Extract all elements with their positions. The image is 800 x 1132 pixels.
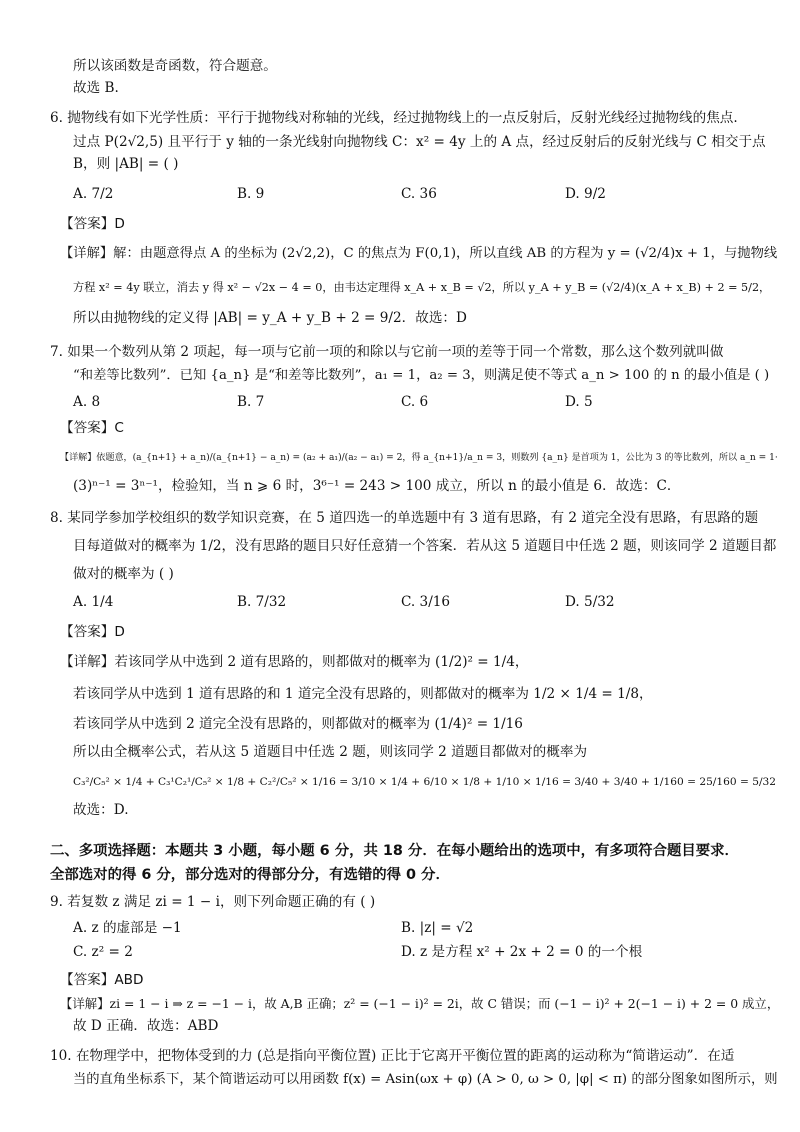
question-6-stem-3: B，则 |AB| = ( ) xyxy=(73,156,179,172)
question-9-detail-1: 【详解】zi = 1 − i ⇒ z = −1 − i，故 A,B 正确；z² = (−1 − i)² = 2i，故 C 错误；而 (−1 − i)² + 2(−1 − i) + 2 = 0 成立， xyxy=(60,996,780,1011)
question-8-detail-5: C₃²/C₅² × 1/4 + C₃¹C₂¹/C₅² × 1/8 + C₂²/C₅² × 1/16 = 3/10 × 1/4 + 6/10 × 1/8 + 1/10 × 1/16 = 3/40 + 3/40 + 1/160 = 25/160 = 5/32 xyxy=(73,776,776,788)
question-6-detail-2: 方程 x² = 4y 联立，消去 y 得 x² − √2x − 4 = 0，由韦达定理得 x_A + x_B = √2，所以 y_A + y_B = (√2/4)(x_A + x_B) + 2 = 5/2， xyxy=(73,281,771,294)
question-7-stem-1: 7. 如果一个数列从第 2 项起，每一项与它前一项的和除以与它前一项的差等于同一个常数，那么这个数列就叫做 xyxy=(50,344,724,360)
question-6-stem-2: 过点 P(2√2,5) 且平行于 y 轴的一条光线射向抛物线 C：x² = 4y 上的 A 点，经过反射后的反射光线与 C 相交于点 xyxy=(73,134,766,150)
question-8-detail-1: 【详解】若该同学从中选到 2 道有思路的，则都做对的概率为 (1/2)² = 1/4， xyxy=(60,654,529,670)
question-6-option-b: B. 9 xyxy=(237,186,265,202)
question-9-option-c: C. z² = 2 xyxy=(73,944,133,960)
question-10-stem-1: 10. 在物理学中，把物体受到的力 (总是指向平衡位置) 正比于它离开平衡位置的距离的运动称为“简谐运动”．在适 xyxy=(50,1048,735,1064)
question-7-option-d: D. 5 xyxy=(565,394,593,410)
section-2-heading-2: 全部选对的得 6 分，部分选对的得部分分，有选错的得 0 分． xyxy=(50,867,450,883)
question-8-option-a: A. 1/4 xyxy=(73,594,114,610)
question-9-option-a: A. z 的虚部是 −1 xyxy=(73,920,182,936)
question-9-option-b: B. |z| = √2 xyxy=(401,920,474,936)
question-9-option-d: D. z 是方程 x² + 2x + 2 = 0 的一个根 xyxy=(401,944,643,960)
question-7-stem-2: “和差等比数列”．已知 {a_n} 是“和差等比数列”，a₁ = 1，a₂ = 3，则满足使不等式 a_n > 100 的 n 的最小值是 ( ) xyxy=(73,368,770,383)
question-8-option-c: C. 3/16 xyxy=(401,594,451,610)
question-6-option-d: D. 9/2 xyxy=(565,186,606,202)
question-8-option-b: B. 7/32 xyxy=(237,594,287,610)
question-6-answer: 【答案】D xyxy=(60,216,125,232)
question-6-stem-1: 6. 抛物线有如下光学性质：平行于抛物线对称轴的光线，经过抛物线上的一点反射后，反射光线经过抛物线的焦点. xyxy=(50,110,738,126)
question-7-answer: 【答案】C xyxy=(60,420,124,436)
question-7-option-c: C. 6 xyxy=(401,394,429,410)
question-8-stem-1: 8. 某同学参加学校组织的数学知识竞赛，在 5 道四选一的单选题中有 3 道有思路，有 2 道完全没有思路，有思路的题 xyxy=(50,510,759,526)
text-line: 所以该函数是奇函数，符合题意。 xyxy=(73,58,277,74)
question-6-option-a: A. 7/2 xyxy=(73,186,114,202)
question-7-detail-1: 【详解】依题意，(a_{n+1} + a_n)/(a_{n+1} − a_n) = (a₂ + a₁)/(a₂ − a₁) = 2，得 a_{n+1}/a_n = 3，则数列 {a_n} 是首项为 1，公比为 3 的等比数列，所以 a_n = 1· xyxy=(60,453,778,463)
section-2-heading-1: 二、多项选择题：本题共 3 小题，每小题 6 分，共 18 分．在每小题给出的选项中，有多项符合题目要求． xyxy=(50,843,739,859)
question-9-answer: 【答案】ABD xyxy=(60,972,144,988)
question-8-answer: 【答案】D xyxy=(60,624,125,640)
question-7-option-b: B. 7 xyxy=(237,394,265,410)
text-line: 故选 B. xyxy=(73,80,119,96)
question-8-detail-3: 若该同学从中选到 2 道完全没有思路的，则都做对的概率为 (1/4)² = 1/16 xyxy=(73,716,523,732)
question-6-detail-3: 所以由抛物线的定义得 |AB| = y_A + y_B + 2 = 9/2．故选：D xyxy=(73,310,467,326)
question-9-detail-2: 故 D 正确．故选：ABD xyxy=(73,1018,219,1034)
question-8-option-d: D. 5/32 xyxy=(565,594,615,610)
question-8-detail-4: 所以由全概率公式，若从这 5 道题目中任选 2 题，则该同学 2 道题目都做对的概率为 xyxy=(73,744,588,760)
question-8-detail-2: 若该同学从中选到 1 道有思路的和 1 道完全没有思路的，则都做对的概率为 1/2 × 1/4 = 1/8， xyxy=(73,686,653,702)
question-6-option-c: C. 36 xyxy=(401,186,437,202)
question-8-detail-6: 故选：D. xyxy=(73,802,129,818)
question-8-stem-3: 做对的概率为 ( ) xyxy=(73,566,174,582)
question-8-stem-2: 目每道做对的概率为 1/2，没有思路的题目只好任意猜一个答案．若从这 5 道题目中任选 2 题，则该同学 2 道题目都 xyxy=(73,538,777,554)
question-10-stem-2: 当的直角坐标系下，某个简谐运动可以用函数 f(x) = Asin(ωx + φ) (A > 0, ω > 0, |φ| < π) 的部分图象如图所示，则 xyxy=(73,1072,778,1087)
question-6-detail-1: 【详解】解：由题意得点 A 的坐标为 (2√2,2)，C 的焦点为 F(0,1)，所以直线 AB 的方程为 y = (√2/4)x + 1，与抛物线 xyxy=(60,246,778,261)
question-7-option-a: A. 8 xyxy=(73,394,101,410)
question-7-detail-2: (3)ⁿ⁻¹ = 3ⁿ⁻¹，检验知，当 n ⩾ 6 时，3⁶⁻¹ = 243 > 100 成立，所以 n 的最小值是 6．故选：C． xyxy=(73,478,681,494)
question-9-stem: 9. 若复数 z 满足 zi = 1 − i，则下列命题正确的有 ( ) xyxy=(50,894,376,910)
